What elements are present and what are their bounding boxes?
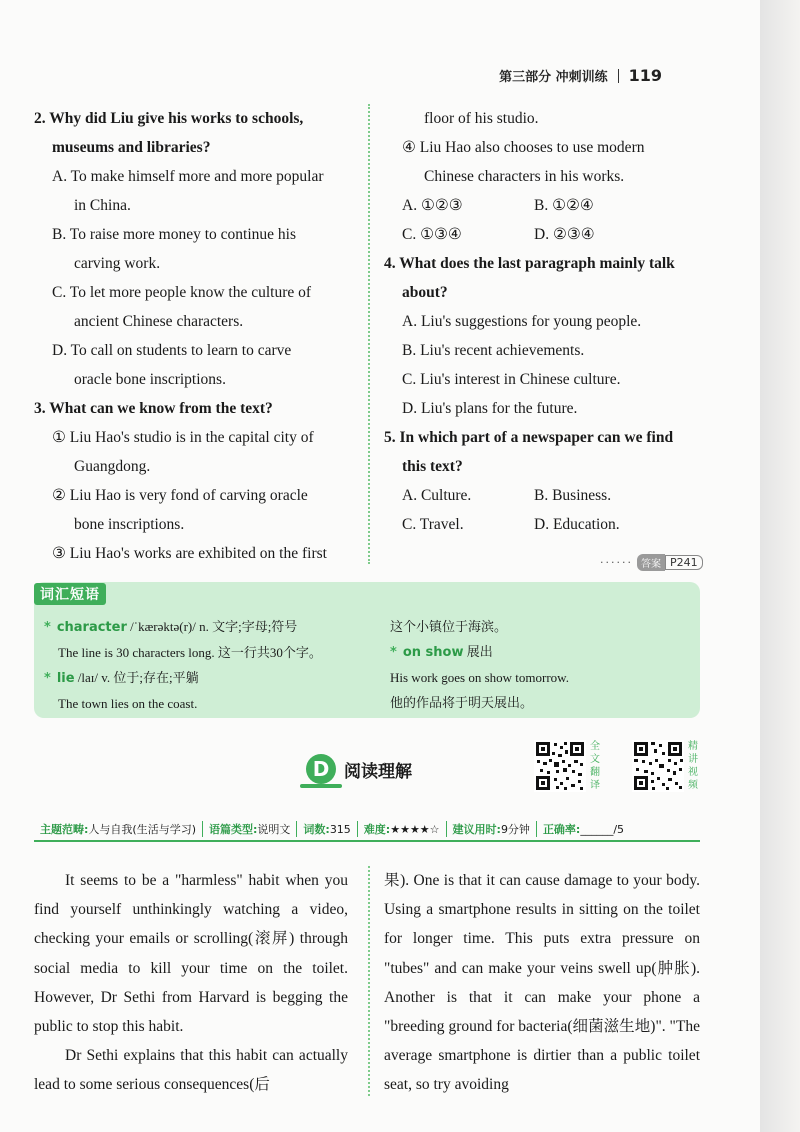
question-4-line-1: 4. What does the last paragraph mainly talk [384,255,675,272]
info-key: 建议用时: [452,823,501,836]
question-3-item-3 [34,539,352,568]
vocabulary-title: 词汇短语 [34,583,106,605]
passage-right-column [384,866,700,1100]
info-time [447,821,537,837]
section-title: 阅读理解 [344,761,412,782]
question-5-option-a: A. Culture. [402,487,472,504]
question-3-item-3-continued [384,104,702,133]
question-5-line-2: this text? [402,458,463,475]
info-accuracy [537,821,630,837]
info-theme [34,821,203,837]
question-3-item-1 [34,423,352,481]
question-2-option-a [34,162,352,220]
star-bullet-icon: * [44,671,51,686]
section-d-badge-icon [306,754,336,784]
header-separator [618,69,619,83]
star-bullet-icon: * [390,645,397,660]
question-3-option-c: C. ①③④ [402,226,462,243]
qr-label-video: 精讲视频 [688,741,698,791]
info-key: 难度: [363,823,391,836]
vocab-word: on show [402,645,464,660]
vocab-definition: 展出 [463,644,493,659]
questions-right-column [384,104,702,539]
question-3-line-1: 3. What can we know from the text? [34,400,273,417]
question-5-stem [384,423,702,481]
question-4-stem [384,249,702,307]
question-2-line-1: 2. Why did Liu give his works to schools, [34,110,304,127]
question-3-options-row-2 [384,220,702,249]
info-key: 正确率: [542,823,581,836]
item-line: ② Liu Hao is very fond of carving oracle [52,487,308,504]
vocab-entry-lie [44,665,374,691]
accuracy-blank[interactable]: ______/5 [580,823,625,836]
question-5-option-d: D. Education. [534,516,620,533]
question-5-option-b: B. Business. [534,487,612,504]
info-value: 人与自我(生活与学习) [88,823,196,836]
leader-dots: ······ [600,556,633,569]
star-bullet-icon: * [44,620,51,635]
column-divider [368,104,370,564]
item-line: Guangdong. [74,458,151,475]
item-line: bone inscriptions. [74,516,185,533]
page-edge-shadow [760,0,800,1132]
question-2-line-2: museums and libraries? [52,139,211,156]
option-line: D. To call on students to learn to carve [52,342,292,359]
option-line: oracle bone inscriptions. [74,371,226,388]
question-5-options-row-1 [384,481,702,510]
question-2-option-c [34,278,352,336]
info-difficulty [358,821,447,837]
badge-letter: D [312,757,330,781]
vocab-definition: /ˈkærəktə(r)/ n. 文字;字母;符号 [126,619,298,634]
question-4-option-a: A. Liu's suggestions for young people. [402,313,642,330]
item-line: Chinese characters in his works. [424,168,625,185]
question-4-option-d: D. Liu's plans for the future. [402,400,578,417]
question-2-option-d [34,336,352,394]
answer-page: P241 [665,555,703,570]
vocab-word: lie [56,671,75,686]
option-line: C. To let more people know the culture of [52,284,312,301]
page-number: 119 [628,66,662,85]
page-header [499,66,662,85]
question-2-stem [34,104,352,162]
question-3-stem [34,394,352,423]
option-line: A. To make himself more and more popular [52,168,324,185]
difficulty-stars: ★★★★☆ [390,823,440,836]
question-3-item-2 [34,481,352,539]
question-5-line-1: 5. In which part of a newspaper can we find [384,429,674,446]
answer-reference[interactable] [600,554,703,571]
option-line: in China. [74,197,131,214]
vocabulary-box [34,582,700,718]
vocab-example: The town lies on the coast. [58,696,198,711]
vocab-example-translation: 这个小镇位于海滨。 [390,619,508,634]
vocab-entry-on-show [390,639,690,665]
qr-code-translation-icon[interactable] [534,740,586,792]
vocab-word: character [56,620,127,635]
vocabulary-left [44,614,374,716]
item-line: ① Liu Hao's studio is in the capital city of [52,429,314,446]
question-3-option-b: B. ①②④ [534,197,594,214]
vocabulary-right [390,614,690,715]
question-3-options-row-1 [384,191,702,220]
questions-left-column [34,104,352,568]
vocab-example: The line is 30 characters long. 这一行共30个字。 [58,645,322,660]
question-4-line-2: about? [402,284,448,301]
answer-label: 答案 [637,554,665,571]
item-line: ③ Liu Hao's works are exhibited on the first [52,545,327,562]
info-key: 主题范畴: [40,823,89,836]
passage-paragraph-1: It seems to be a "harmless" habit when you find yourself unthinkingly watching a video, checking your emails or scrolling(滚屏) through social media to kill your time on the toilet. However, Dr Sethi from Harvard is begging the public to stop this habit. [34,872,348,1036]
option-line: ancient Chinese characters. [74,313,244,330]
item-line: ④ Liu Hao also chooses to use modern [402,139,645,156]
info-value: 说明文 [257,823,291,836]
passage-paragraph-2: Dr Sethi explains that this habit can actually lead to some serious consequences(后 [34,1047,348,1094]
info-value: 315 [329,823,351,836]
option-line: carving work. [74,255,161,272]
passage-paragraph-2-continued: 果). One is that it can cause damage to your body. Using a smartphone results in sitting on the toilet for longer time. This puts extra pressure on "tubes" and can make your veins swell up(肿胀). Another is that it can make your phone a "breeding ground for bacteria(细菌滋生地)". "The average smartphone is dirtier than a public toilet seat, so try avoiding [384,872,700,1094]
info-word-count [297,821,357,837]
info-genre [203,821,297,837]
passage-info-bar [34,818,700,842]
question-3-option-d: D. ②③④ [534,226,595,243]
vocab-example-translation: 他的作品将于明天展出。 [390,695,534,710]
item-line: floor of his studio. [424,110,539,127]
question-3-option-a: A. ①②③ [402,197,463,214]
question-4-option-b: B. Liu's recent achievements. [402,342,585,359]
vocab-entry-character [44,614,374,640]
header-section: 第三部分 冲刺训练 [499,70,608,85]
question-3-item-4 [384,133,702,191]
info-value: 9分钟 [500,823,530,836]
qr-label-translation: 全文翻译 [590,741,600,791]
question-4-option-c: C. Liu's interest in Chinese culture. [402,371,621,388]
section-heading [306,754,412,784]
question-2-option-b [34,220,352,278]
vocab-example: His work goes on show tomorrow. [390,670,569,685]
question-5-option-c: C. Travel. [402,516,464,533]
question-5-options-row-2 [384,510,702,539]
vocab-definition: /laɪ/ v. 位于;存在;平躺 [74,670,199,685]
passage-column-divider [368,866,370,1096]
qr-code-video-icon[interactable] [632,740,684,792]
passage-left-column [34,866,348,1100]
info-key: 词数: [303,823,330,836]
info-key: 语篇类型: [209,823,258,836]
option-line: B. To raise more money to continue his [52,226,297,243]
